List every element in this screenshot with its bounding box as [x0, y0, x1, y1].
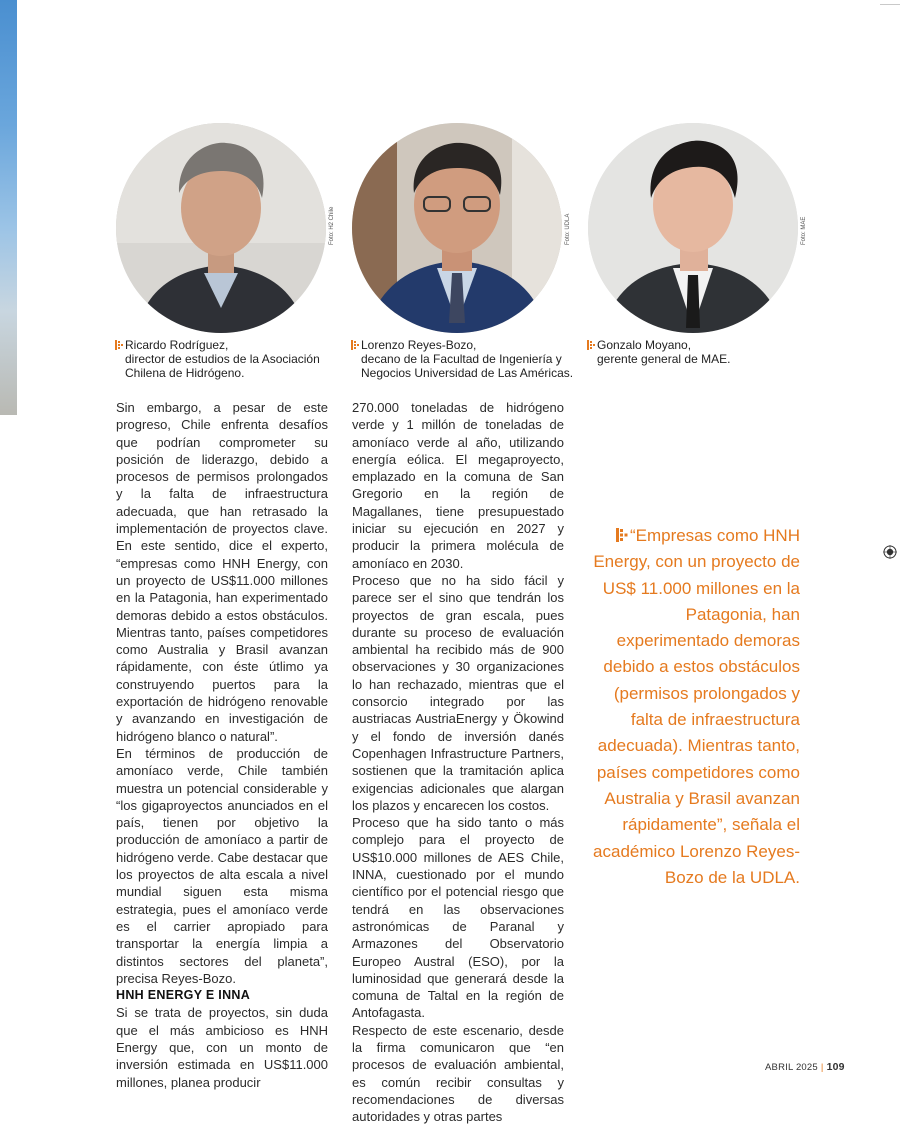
photo-credit-2: Foto: UDLA	[565, 213, 571, 245]
paragraph: Si se trata de proyectos, sin duda que el más ambicioso es HNH Energy que, con un monto de inversión estimada en US$11.000 millones, planea producir	[116, 1005, 328, 1090]
caption-role-line-2: Negocios Universidad de Las Américas.	[361, 366, 574, 380]
page-footer	[765, 1061, 845, 1073]
caption-role-line-2: Chilena de Hidrógeno.	[125, 366, 245, 380]
pull-quote	[588, 523, 800, 891]
paragraph: Sin embargo, a pesar de este progreso, Chile enfrenta desafíos que podrían comprometer su posición de liderazgo, debido a procesos de permisos prolongados y la falta de infraestructura adecuada, que han retrasado la implementación de proyectos clave. En este sentido, dice el experto, “empresas como HNH Energy, con un proyecto de US$11.000 millones en la Patagonia, han experimentado demoras debido a estos obstáculos. Mientras tanto, países competidores como Australia y Brasil avanzan rápidamente, con éste útlimo ya construyendo puertos para la exportación de hidrógeno renovable y avanzando en investigación de hidrógeno blanco o natural”.	[116, 400, 328, 744]
portrait-gonzalo-moyano	[588, 123, 798, 333]
page-number: 109	[826, 1061, 845, 1073]
caption-name: Gonzalo Moyano,	[597, 338, 692, 352]
footer-separator: |	[820, 1062, 824, 1073]
caption-1	[115, 338, 340, 380]
paragraph: Respecto de este escenario, desde la firma comunicaron que “en procesos de evaluación ambiental, es común recibir consultas y recomendaciones de diversas autoridades y otras partes	[352, 1022, 564, 1125]
article-column-2	[352, 399, 564, 1125]
section-subheading: HNH ENERGY E INNA	[116, 988, 251, 1003]
paragraph: 270.000 toneladas de hidrógeno verde y 1 millón de toneladas de amoníaco verde al año, utilizando energía eólica. El megaproyecto, emplazado en la comuna de San Gregorio en la región de Magallanes, tiene presupuestado iniciar su ejecución en 2027 y producir la primera molécula de amoníaco en 2030.	[352, 400, 564, 571]
top-rule	[880, 4, 900, 5]
quote-bullet-icon	[616, 528, 628, 542]
paragraph: En términos de producción de amoníaco verde, Chile también muestra un potencial considerable y “los gigaproyectos anunciados en el país, tienen por objetivo la producción de amoníaco a partir de hidrógeno verde. Cabe destacar que los proyectos de alta escala a nivel mundial siguen esta misma estrategia, pues el amoníaco verde es el carrier apropiado para transportar la energía limpia a distintos sectores del planeta”, precisa Reyes-Bozo.	[116, 745, 328, 986]
caption-bullet-icon	[587, 340, 595, 350]
portrait-lorenzo-reyes-bozo	[352, 123, 562, 333]
caption-bullet-icon	[351, 340, 359, 350]
caption-role-line-1: gerente general de MAE.	[597, 352, 731, 366]
photo-credit-3: Foto: MAE	[801, 216, 807, 245]
caption-role-line-1: decano de la Facultad de Ingeniería y	[361, 352, 562, 366]
paragraph: Proceso que ha sido tanto o más complejo para el proyecto de US$10.000 millones de AES Chile, INNA, cuestionado por el mundo científico por el potencial riesgo que tendrá en las observaciones astronómicas de Paranal y Armazones del Observatorio Europeo Austral (ESO), por la luminosidad que generará desde la comuna de Taltal en la región de Antofagasta.	[352, 815, 564, 1021]
caption-name: Ricardo Rodríguez,	[125, 338, 229, 352]
caption-3	[587, 338, 807, 366]
caption-bullet-icon	[115, 340, 123, 350]
pull-quote-text: “Empresas como HNH Energy, con un proyecto de US$ 11.000 millones en la Patagonia, han experimentado demoras debido a estos obstáculos (permisos prolongados y falta de infraestructura adecuada). Mientras tanto, países competidores como Australia y Brasil avanzan rápidamente”, señala el académico Lorenzo Reyes-Bozo de la UDLA.	[593, 526, 800, 887]
caption-2	[351, 338, 576, 380]
photo-credit-1: Foto: H2 Chile	[329, 206, 335, 245]
caption-role-line-1: director de estudios de la Asociación	[125, 352, 320, 366]
issue-date: ABRIL 2025	[765, 1062, 818, 1073]
caption-name: Lorenzo Reyes-Bozo,	[361, 338, 477, 352]
article-column-1	[116, 399, 328, 1091]
paragraph: Proceso que no ha sido fácil y parece ser el sino que tendrán los proyectos de gran escala, pues durante su proceso de evaluación ambiental ha recibido más de 900 observaciones y 30 organizaciones lo han rechazado, mientras que el consorcio integrado por las austriacas AustriaEnergy y Ökowind y el fondo de inversión danés Copenhagen Infrastructure Partners, sostienen que la tramitación aplica exigencias adicionales que alargan los plazos y encarecen los costos.	[352, 572, 564, 813]
registration-mark-icon	[883, 545, 897, 559]
left-edge-photo-strip	[0, 0, 17, 415]
portrait-ricardo-rodriguez	[116, 123, 326, 333]
